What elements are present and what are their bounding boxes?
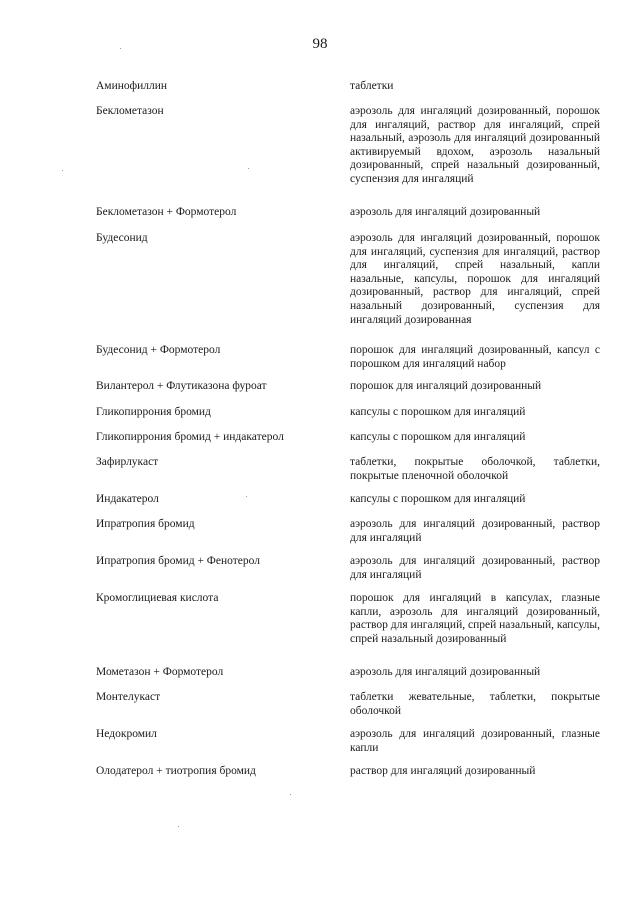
- drug-name: Гликопиррония бромид + индакатерол: [96, 431, 284, 443]
- drug-name: Вилантерол + Флутиказона фуроат: [96, 380, 267, 392]
- dosage-forms: капсулы с порошком для ингаляций: [350, 431, 526, 443]
- dosage-forms: порошок для ингаляций дозированный: [350, 380, 542, 392]
- drug-name: Недокромил: [96, 728, 157, 740]
- scan-speck: [62, 170, 63, 171]
- drug-name: Индакатерол: [96, 493, 159, 505]
- dosage-forms: аэрозоль для ингаляций дозированный, раствор для ингаляций: [350, 555, 600, 581]
- dosage-forms: таблетки: [350, 80, 394, 92]
- drug-name: Кромоглициевая кислота: [96, 592, 219, 604]
- dosage-forms: раствор для ингаляций дозированный: [350, 765, 536, 777]
- drug-name: Гликопиррония бромид: [96, 406, 211, 418]
- dosage-forms: таблетки жевательные, таблетки, покрытые оболочкой: [350, 691, 600, 717]
- scan-speck: [120, 48, 121, 49]
- dosage-forms: капсулы с порошком для ингаляций: [350, 493, 526, 505]
- dosage-forms: аэрозоль для ингаляций дозированный: [350, 666, 541, 678]
- scan-speck: [246, 496, 247, 497]
- drug-name: Ипратропия бромид + Фенотерол: [96, 555, 260, 567]
- drug-name: Будесонид + Формотерол: [96, 344, 221, 356]
- dosage-forms: порошок для ингаляций дозированный, капсул с порошком для ингаляций набор: [350, 344, 600, 370]
- scan-speck: [248, 168, 249, 169]
- dosage-forms: аэрозоль для ингаляций дозированный, раствор для ингаляций: [350, 518, 600, 544]
- drug-name: Мометазон + Формотерол: [96, 666, 224, 678]
- dosage-forms: капсулы с порошком для ингаляций: [350, 406, 526, 418]
- drug-name: Олодатерол + тиотропия бромид: [96, 765, 256, 777]
- page-number: 98: [312, 36, 328, 52]
- dosage-forms: аэрозоль для ингаляций дозированный, порошок для ингаляций, раствор для ингаляций, спрей назальный, аэрозоль для ингаляций дозированный активируемый вдохом, аэрозоль назальный дозированный, спрей назальный дозированный, суспензия для ингаляций: [350, 105, 600, 185]
- drug-name: Будесонид: [96, 232, 148, 244]
- dosage-forms: таблетки, покрытые оболочкой, таблетки, покрытые пленочной оболочкой: [350, 456, 600, 482]
- dosage-forms: порошок для ингаляций в капсулах, глазные капли, аэрозоль для ингаляций дозированный, раствор для ингаляций, спрей назальный, капсулы, спрей назальный дозированный: [350, 592, 600, 645]
- scan-speck: [178, 826, 179, 827]
- drug-name: Ипратропия бромид: [96, 518, 195, 530]
- drug-name: Беклометазон + Формотерол: [96, 206, 237, 218]
- drug-name: Монтелукаст: [96, 691, 161, 703]
- dosage-forms: аэрозоль для ингаляций дозированный: [350, 206, 541, 218]
- drug-name: Зафирлукаст: [96, 456, 159, 468]
- scan-speck: [290, 794, 291, 795]
- drug-name: Беклометазон: [96, 105, 164, 117]
- drug-name: Аминофиллин: [96, 80, 168, 92]
- dosage-forms: аэрозоль для ингаляций дозированный, порошок для ингаляций, суспензия для ингаляций, раствор для ингаляций, спрей назальный, капли назальные, капсулы, порошок для ингаляций дозированный, раствор для ингаляций, спрей назальный дозированный, суспензия для ингаляций дозированная: [350, 232, 600, 326]
- dosage-forms: аэрозоль для ингаляций дозированный, глазные капли: [350, 728, 600, 754]
